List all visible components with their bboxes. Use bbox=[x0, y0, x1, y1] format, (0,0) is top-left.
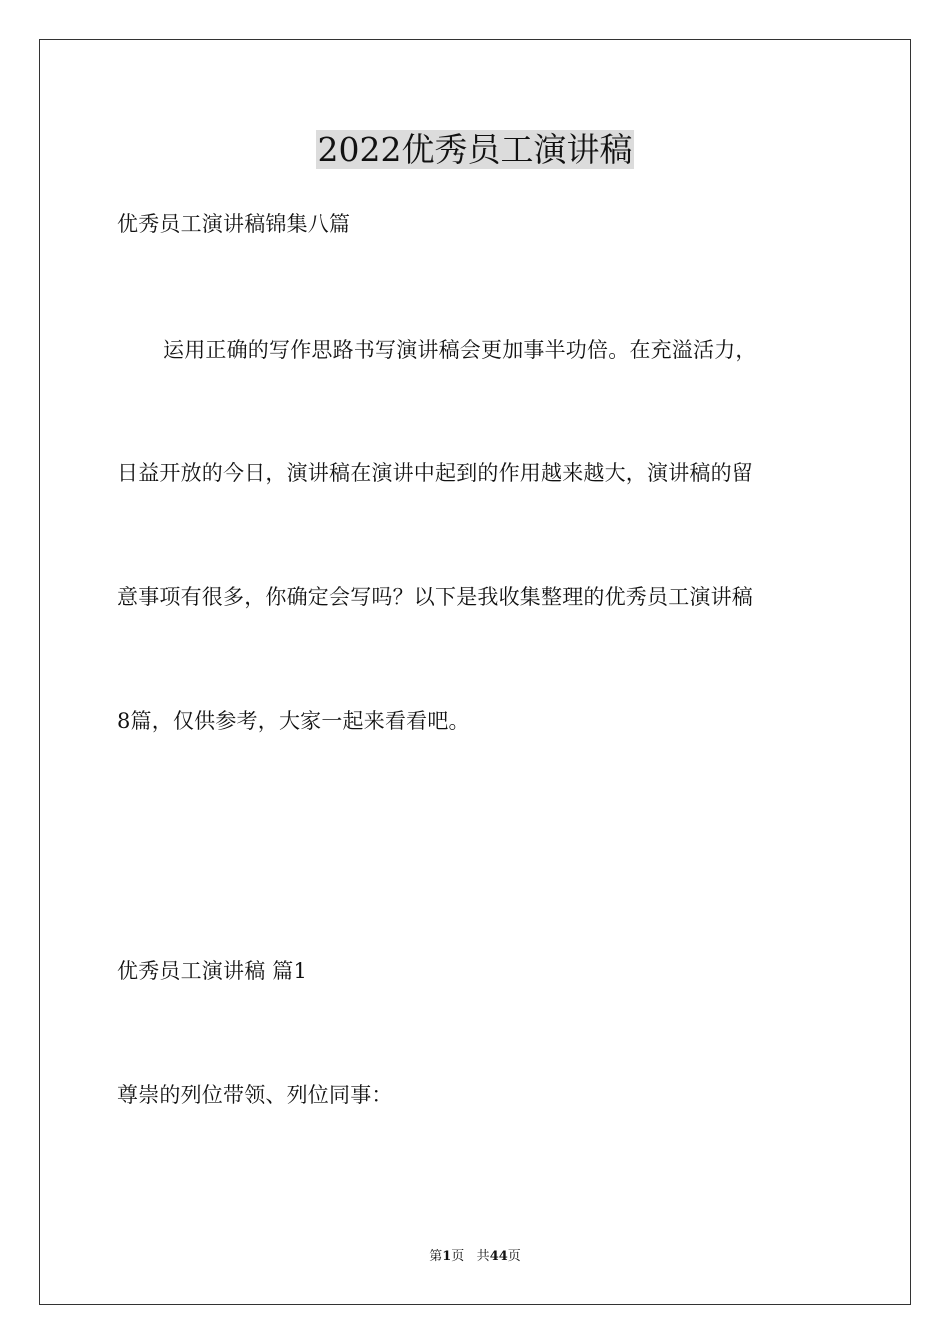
footer-page-suffix: 页 bbox=[451, 1249, 465, 1264]
document-subtitle: 优秀员工演讲稿锦集八篇 bbox=[117, 212, 351, 236]
footer-total-suffix: 页 bbox=[507, 1249, 521, 1264]
intro-line-4: 8篇，仅供参考，大家一起来看看吧。 bbox=[117, 709, 470, 733]
intro-line-3: 意事项有很多，你确定会写吗？以下是我收集整理的优秀员工演讲稿 bbox=[117, 585, 753, 609]
page-footer bbox=[0, 1248, 950, 1266]
document-title bbox=[0, 128, 950, 172]
footer-total-prefix: 共 bbox=[476, 1249, 490, 1264]
intro-line-1: 运用正确的写作思路书写演讲稿会更加事半功倍。在充溢活力， bbox=[163, 338, 757, 362]
footer-page-prefix: 第 bbox=[429, 1249, 443, 1264]
salutation: 尊崇的列位带领、列位同事： bbox=[117, 1083, 393, 1107]
document-title-text: 2022优秀员工演讲稿 bbox=[317, 130, 633, 169]
intro-line-2: 日益开放的今日，演讲稿在演讲中起到的作用越来越大，演讲稿的留 bbox=[117, 461, 753, 485]
footer-page-number: 1 bbox=[442, 1249, 452, 1264]
section-heading: 优秀员工演讲稿 篇1 bbox=[117, 959, 308, 983]
footer-total-pages: 44 bbox=[489, 1249, 508, 1264]
